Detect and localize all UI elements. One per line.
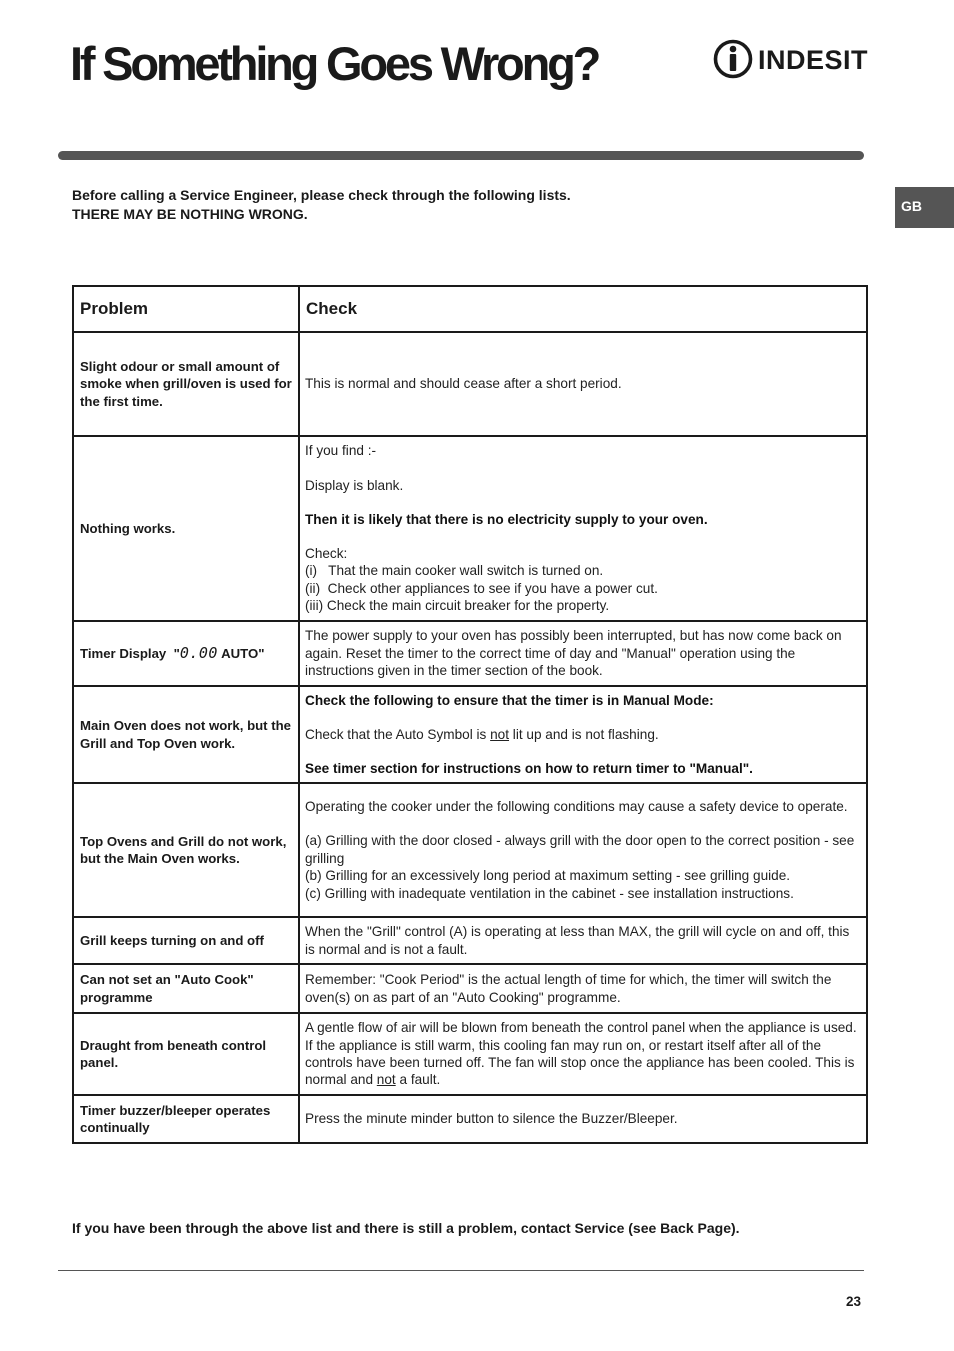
intro-text bbox=[72, 186, 571, 224]
outro-text: If you have been through the above list and there is still a problem, contact Service (see Back Page). bbox=[72, 1220, 740, 1236]
problem-column-header: Problem bbox=[73, 286, 299, 332]
problem-cell: Timer buzzer/bleeper operates continually bbox=[73, 1095, 299, 1143]
check-list-item: (ii) Check other appliances to see if you have a power cut. bbox=[305, 580, 658, 596]
check-cell bbox=[299, 436, 867, 621]
check-list-item: (iii) Check the main circuit breaker for the property. bbox=[305, 598, 610, 614]
table-row bbox=[73, 332, 867, 436]
check-text: If you find :- bbox=[305, 443, 377, 459]
check-text bbox=[305, 726, 861, 743]
check-cell bbox=[299, 332, 867, 436]
indesit-logo-mark bbox=[712, 38, 868, 80]
problem-cell: Top Ovens and Grill do not work, but the Main Oven works. bbox=[73, 783, 299, 917]
check-text-part: a fault. bbox=[395, 1072, 441, 1088]
header-rule bbox=[58, 151, 864, 160]
problem-text: Timer Display " bbox=[80, 645, 180, 661]
check-text: The power supply to your oven has possibly been interrupted, but has now come back on again. Reset the timer to the correct time of day and "Manual" operation using the instructions given in the timer section of the book. bbox=[305, 628, 842, 679]
timer-display-readout: 0.00 bbox=[179, 643, 218, 662]
check-text-part: Check that the Auto Symbol is bbox=[305, 726, 491, 742]
check-text: Remember: "Cook Period" is the actual length of time for which, the timer will switch the oven(s) on as part of an "Auto Cooking" programme. bbox=[305, 972, 832, 1005]
check-list-item: (i) That the main cooker wall switch is turned on. bbox=[305, 563, 604, 579]
page-number: 23 bbox=[846, 1294, 862, 1309]
table-row bbox=[73, 1013, 867, 1095]
page-title: If Something Goes Wrong? bbox=[70, 37, 599, 90]
problem-cell: Draught from beneath control panel. bbox=[73, 1013, 299, 1095]
emphasis-not: not bbox=[376, 1072, 396, 1088]
check-cell bbox=[299, 1013, 867, 1095]
problem-cell: Main Oven does not work, but the Grill and Top Oven work. bbox=[73, 686, 299, 783]
problem-text: AUTO" bbox=[217, 645, 265, 661]
problem-cell: Slight odour or small amount of smoke when grill/oven is used for the first time. bbox=[73, 332, 299, 436]
check-text: See timer section for instructions on how to return timer to "Manual". bbox=[305, 761, 753, 776]
check-list-item: (c) Grilling with inadequate ventilation in the cabinet - see installation instructions. bbox=[305, 885, 794, 901]
table-row bbox=[73, 917, 867, 964]
table-row bbox=[73, 783, 867, 917]
check-cell bbox=[299, 686, 867, 783]
table-header-row bbox=[73, 286, 867, 332]
check-text-part: lit up and is not flashing. bbox=[509, 726, 659, 742]
check-text: This is normal and should cease after a short period. bbox=[305, 376, 622, 392]
check-text: Check: bbox=[305, 545, 348, 561]
emphasis-not: not bbox=[490, 726, 510, 742]
table-row bbox=[73, 436, 867, 621]
check-text: Check the following to ensure that the timer is in Manual Mode: bbox=[305, 692, 714, 708]
check-text: Then it is likely that there is no electricity supply to your oven. bbox=[305, 511, 708, 527]
intro-line-2: THERE MAY BE NOTHING WRONG. bbox=[72, 206, 308, 222]
troubleshooting-table bbox=[72, 285, 868, 1144]
check-text-part: A gentle flow of air will be blown from beneath the control panel when the appliance is used. If the appliance is still warm, this cooling fan may run on, or restart itself after all of the controls have been turned off. The fan will stop once the appliance has been cooled. This is normal and bbox=[305, 1020, 857, 1088]
check-cell bbox=[299, 964, 867, 1013]
footer-rule bbox=[58, 1270, 864, 1271]
problem-cell bbox=[73, 621, 299, 686]
check-text: When the "Grill" control (A) is operating at less than MAX, the grill will cycle on and off, this is normal and is not a fault. bbox=[305, 924, 850, 957]
table-row bbox=[73, 1095, 867, 1143]
check-list-item: (b) Grilling for an excessively long period at maximum setting - see grilling guide. bbox=[305, 868, 791, 884]
check-cell bbox=[299, 621, 867, 686]
table-row bbox=[73, 964, 867, 1013]
problem-cell: Grill keeps turning on and off bbox=[73, 917, 299, 964]
check-text: Press the minute minder button to silence the Buzzer/Bleeper. bbox=[305, 1111, 678, 1127]
check-text bbox=[305, 1019, 861, 1089]
check-text: Display is blank. bbox=[305, 477, 404, 493]
problem-cell: Nothing works. bbox=[73, 436, 299, 621]
problem-cell: Can not set an "Auto Cook" programme bbox=[73, 964, 299, 1013]
check-list-item: (a) Grilling with the door closed - always grill with the door open to the correct position - see grilling bbox=[305, 833, 855, 866]
indesit-logo-text: INDESIT bbox=[758, 45, 868, 75]
table-row bbox=[73, 686, 867, 783]
check-text: Operating the cooker under the following conditions may cause a safety device to operate. bbox=[305, 799, 848, 815]
check-cell bbox=[299, 1095, 867, 1143]
table-row bbox=[73, 621, 867, 686]
intro-line-1: Before calling a Service Engineer, please check through the following lists. bbox=[72, 187, 571, 203]
check-cell bbox=[299, 917, 867, 964]
check-column-header: Check bbox=[299, 286, 867, 332]
check-cell bbox=[299, 783, 867, 917]
indesit-logo bbox=[712, 38, 868, 80]
language-tab-gb: GB bbox=[895, 187, 954, 228]
